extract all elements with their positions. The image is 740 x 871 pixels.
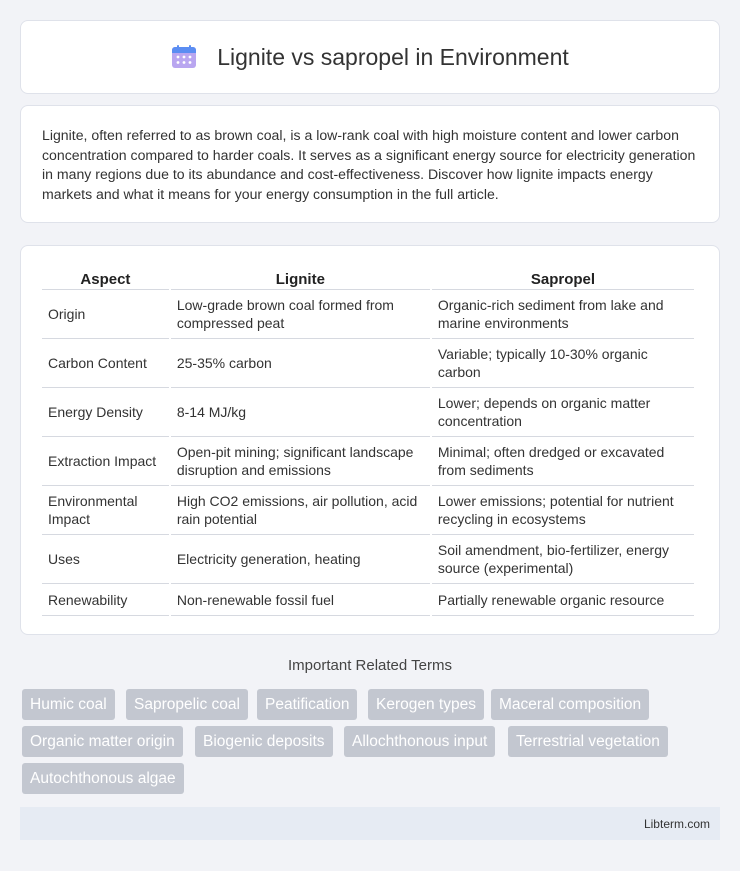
table-row: [42, 584, 694, 616]
cell-sapropel: Partially renewable organic resource: [432, 584, 694, 616]
cell-sapropel: Variable; typically 10-30% organic carbon: [432, 339, 694, 388]
table-row: [42, 290, 694, 339]
calendar-icon: [171, 44, 197, 70]
page-title: Lignite vs sapropel in Environment: [217, 43, 569, 70]
cell-sapropel: Minimal; often dredged or excavated from sediments: [432, 437, 694, 486]
cell-lignite: Low-grade brown coal formed from compressed peat: [171, 290, 430, 339]
tag-autochthonous-algae[interactable]: Autochthonous algae: [22, 763, 184, 794]
tag-allochthonous-input[interactable]: Allochthonous input: [344, 726, 495, 757]
table-header-row: [42, 268, 694, 290]
table-row: [42, 339, 694, 388]
header-card: [20, 20, 720, 94]
cell-lignite: 8-14 MJ/kg: [171, 388, 430, 437]
cell-aspect: Extraction Impact: [42, 437, 169, 486]
cell-lignite: Electricity generation, heating: [171, 535, 430, 584]
cell-sapropel: Organic-rich sediment from lake and marine environments: [432, 290, 694, 339]
tag-organic-matter-origin[interactable]: Organic matter origin: [22, 726, 183, 757]
title-wrap: [171, 44, 569, 71]
footer-site-link[interactable]: Libterm.com: [643, 816, 710, 831]
table-row: [42, 388, 694, 437]
tag-maceral-composition[interactable]: Maceral composition: [491, 689, 649, 720]
cell-sapropel: Lower emissions; potential for nutrient recycling in ecosystems: [432, 486, 694, 535]
cell-aspect: Energy Density: [42, 388, 169, 437]
table-row: [42, 486, 694, 535]
header-aspect: Aspect: [42, 268, 169, 290]
cell-lignite: Open-pit mining; significant landscape disruption and emissions: [171, 437, 430, 486]
tag-biogenic-deposits[interactable]: Biogenic deposits: [195, 726, 333, 757]
comparison-table: [40, 268, 696, 616]
cell-sapropel: Soil amendment, bio-fertilizer, energy source (experimental): [432, 535, 694, 584]
intro-paragraph: Lignite, often referred to as brown coal, is a low-rank coal with high moisture content and lower carbon concentration compared to harder coals. It serves as a significant energy source for electricity generation in many regions due to its abundance and cost-effectiveness. Discover how lignite impacts energy markets and what it means for your energy consumption in the full article.: [42, 127, 696, 202]
tag-terrestrial-vegetation[interactable]: Terrestrial vegetation: [508, 726, 668, 757]
table-row: [42, 535, 694, 584]
cell-sapropel: Lower; depends on organic matter concentration: [432, 388, 694, 437]
tag-kerogen-types[interactable]: Kerogen types: [368, 689, 484, 720]
header-lignite: Lignite: [171, 268, 430, 290]
tag-humic-coal[interactable]: Humic coal: [22, 689, 115, 720]
cell-aspect: Environmental Impact: [42, 486, 169, 535]
footer: [20, 807, 720, 840]
tag-peatification[interactable]: Peatification: [257, 689, 357, 720]
header-sapropel: Sapropel: [432, 268, 694, 290]
cell-lignite: High CO2 emissions, air pollution, acid rain potential: [171, 486, 430, 535]
table-row: [42, 437, 694, 486]
cell-aspect: Renewability: [42, 584, 169, 616]
comparison-table-card: [20, 245, 720, 635]
intro-card: [20, 105, 720, 223]
cell-lignite: Non-renewable fossil fuel: [171, 584, 430, 616]
cell-aspect: Origin: [42, 290, 169, 339]
cell-aspect: Carbon Content: [42, 339, 169, 388]
related-terms-title: Important Related Terms: [288, 657, 452, 674]
tag-sapropelic-coal[interactable]: Sapropelic coal: [126, 689, 248, 720]
cell-aspect: Uses: [42, 535, 169, 584]
cell-lignite: 25-35% carbon: [171, 339, 430, 388]
